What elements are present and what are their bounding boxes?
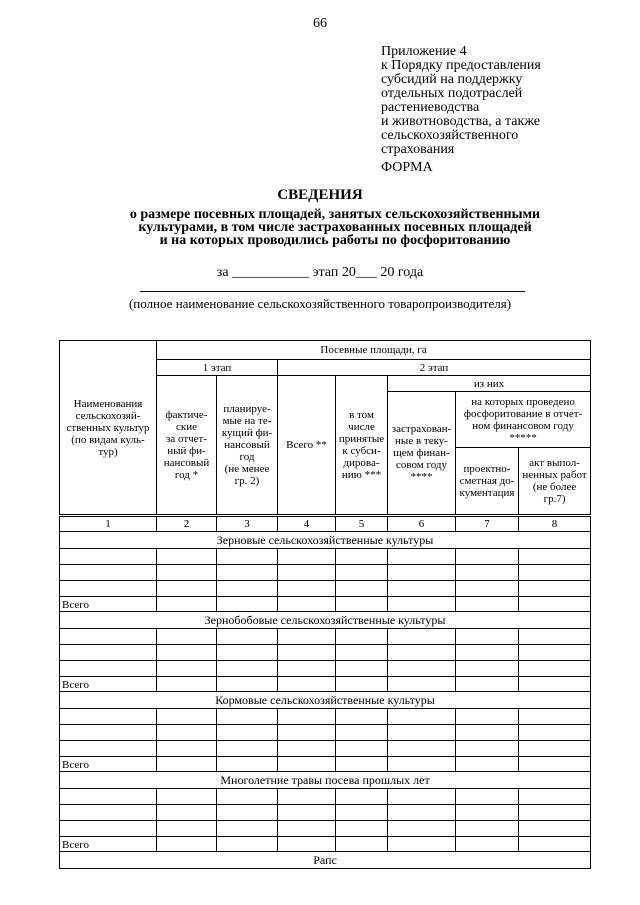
table-cell [336, 597, 388, 612]
appendix-line: растениеводства [381, 100, 480, 115]
table-cell [278, 645, 336, 661]
table-cell [388, 661, 456, 677]
total-label: Всего [60, 597, 157, 612]
table-cell [60, 789, 157, 805]
table-cell [278, 677, 336, 692]
table-cell [388, 581, 456, 597]
subtitle-line: и на которых проводились работы по фосфоритованию [159, 233, 511, 248]
table-cell [336, 789, 388, 805]
table-cell [456, 661, 519, 677]
table-cell [388, 645, 456, 661]
table-cell [519, 757, 591, 772]
table-row [60, 821, 591, 837]
table-cell [388, 805, 456, 821]
table-cell [336, 741, 388, 757]
table-cell [456, 549, 519, 565]
table-cell [519, 725, 591, 741]
table-cell [336, 581, 388, 597]
table-cell [519, 645, 591, 661]
header-stage-2: 2 этап [278, 360, 591, 376]
table-cell [60, 629, 157, 645]
header-col-4: Всего ** [278, 376, 336, 516]
table-cell [217, 677, 278, 692]
column-number: 5 [336, 516, 388, 532]
table-cell [456, 757, 519, 772]
header-sown-areas: Посевные площади, га [157, 341, 591, 360]
total-row [60, 597, 591, 612]
total-label: Всего [60, 757, 157, 772]
document-subtitle [80, 208, 590, 247]
total-label: Всего [60, 677, 157, 692]
subtitle-line: о размере посевных площадей, занятых сельскохозяйственными [129, 207, 541, 222]
appendix-line: сельскохозяйственного [381, 128, 519, 143]
table-row [60, 581, 591, 597]
total-row [60, 837, 591, 852]
table-cell [456, 837, 519, 852]
table-cell [388, 565, 456, 581]
table-cell [157, 581, 217, 597]
table-cell [217, 789, 278, 805]
table-cell [519, 821, 591, 837]
appendix-line: страхования [381, 142, 455, 157]
table-cell [519, 709, 591, 725]
header-col-3: планируе- мые на те- кущий фи- нансовый год (не менее гр. 2) [217, 376, 278, 516]
period-line: за ___________ этап 20___ 20 года [216, 265, 424, 280]
table-cell [157, 565, 217, 581]
column-number: 1 [60, 516, 157, 532]
header-col-6: застрахован- ные в теку- щем финан- совом году **** [388, 392, 456, 516]
table-cell [336, 629, 388, 645]
form-label: ФОРМА [381, 160, 433, 175]
table-cell [388, 837, 456, 852]
table-cell [60, 661, 157, 677]
table-row [60, 741, 591, 757]
table-cell [60, 725, 157, 741]
table-cell [336, 549, 388, 565]
table-cell [157, 805, 217, 821]
table-cell [336, 821, 388, 837]
table-cell [519, 629, 591, 645]
table-cell [336, 661, 388, 677]
table-cell [278, 709, 336, 725]
section-heading-legumes: Зернобобовые сельскохозяйственные культуры [60, 612, 591, 629]
table-row [60, 549, 591, 565]
column-number: 6 [388, 516, 456, 532]
table-cell [217, 565, 278, 581]
table-row [60, 709, 591, 725]
table-cell [388, 629, 456, 645]
table-cell [456, 789, 519, 805]
column-number: 8 [519, 516, 591, 532]
table-cell [336, 677, 388, 692]
appendix-line: Приложение 4 [381, 44, 467, 59]
sown-areas-table [59, 340, 591, 869]
table-row [60, 645, 591, 661]
column-number: 2 [157, 516, 217, 532]
table-row [60, 789, 591, 805]
table-cell [519, 741, 591, 757]
table-cell [157, 597, 217, 612]
page-number: 66 [313, 16, 327, 31]
subtitle-line: культурами, в том числе застрахованных посевных площадей [138, 220, 532, 235]
section-heading-fodder: Кормовые сельскохозяйственные культуры [60, 692, 591, 709]
table-cell [336, 837, 388, 852]
table-cell [60, 805, 157, 821]
appendix-line: субсидий на поддержку [381, 72, 523, 87]
table-cell [157, 789, 217, 805]
table-cell [217, 805, 278, 821]
table-cell [519, 565, 591, 581]
table-cell [60, 741, 157, 757]
table-cell [278, 597, 336, 612]
appendix-line: к Порядку предоставления [381, 58, 541, 73]
table-cell [456, 597, 519, 612]
table-cell [456, 709, 519, 725]
table-cell [157, 677, 217, 692]
table-cell [217, 597, 278, 612]
table-cell [388, 597, 456, 612]
header-col-5: в том числе принятые к субси- дирова- нию *** [336, 376, 388, 516]
table-cell [157, 725, 217, 741]
table-cell [388, 725, 456, 741]
table-cell [278, 565, 336, 581]
total-row [60, 757, 591, 772]
table-cell [336, 725, 388, 741]
table-cell [278, 629, 336, 645]
table-cell [519, 677, 591, 692]
table-cell [456, 677, 519, 692]
table-cell [456, 565, 519, 581]
table-cell [157, 757, 217, 772]
table-cell [217, 549, 278, 565]
table-row [60, 565, 591, 581]
column-number: 7 [456, 516, 519, 532]
table-cell [388, 709, 456, 725]
header-col-7: проектно- сметная до- кументация [456, 448, 519, 516]
table-cell [519, 837, 591, 852]
table-cell [157, 837, 217, 852]
appendix-reference [381, 45, 631, 157]
table-row [60, 661, 591, 677]
appendix-line: отдельных подотраслей [381, 86, 523, 101]
table-cell [336, 565, 388, 581]
table-cell [60, 645, 157, 661]
table-cell [217, 709, 278, 725]
table-cell [519, 805, 591, 821]
total-row [60, 677, 591, 692]
table-cell [456, 645, 519, 661]
table-cell [157, 629, 217, 645]
appendix-line: и животноводства, а также [381, 114, 541, 129]
table-cell [456, 741, 519, 757]
table-cell [278, 725, 336, 741]
table-cell [217, 821, 278, 837]
table-cell [336, 757, 388, 772]
table-cell [217, 645, 278, 661]
column-number-row [60, 516, 591, 532]
table-cell [456, 725, 519, 741]
table-cell [388, 821, 456, 837]
table-cell [278, 837, 336, 852]
table-cell [60, 709, 157, 725]
table-cell [217, 757, 278, 772]
header-col-2: фактиче- ские за отчет- ный фи- нансовый год * [157, 376, 217, 516]
table-cell [336, 645, 388, 661]
table-cell [60, 549, 157, 565]
table-cell [388, 789, 456, 805]
table-cell [278, 549, 336, 565]
header-stage-1: 1 этап [157, 360, 278, 376]
section-heading-grain: Зерновые сельскохозяйственные культуры [60, 532, 591, 549]
total-label: Всего [60, 837, 157, 852]
table-cell [519, 581, 591, 597]
section-heading-rapeseed: Рапс [60, 852, 591, 869]
table-cell [60, 565, 157, 581]
table-cell [388, 549, 456, 565]
table-cell [456, 581, 519, 597]
table-cell [157, 645, 217, 661]
table-cell [388, 757, 456, 772]
table-cell [157, 709, 217, 725]
column-number: 4 [278, 516, 336, 532]
table-cell [519, 661, 591, 677]
header-phosphor: на которых проведено фосфоритование в отчет- ном финансовом году ***** [456, 392, 591, 448]
table-cell [217, 837, 278, 852]
table-cell [217, 741, 278, 757]
table-cell [278, 805, 336, 821]
table-cell [217, 629, 278, 645]
table-cell [388, 741, 456, 757]
table-cell [157, 661, 217, 677]
table-cell [456, 805, 519, 821]
table-row [60, 725, 591, 741]
table-row [60, 629, 591, 645]
producer-name-caption: (полное наименование сельскохозяйственного товаропроизводителя) [128, 296, 512, 311]
table-cell [336, 709, 388, 725]
table-cell [278, 581, 336, 597]
table-cell [519, 549, 591, 565]
table-cell [278, 789, 336, 805]
header-crop-names: Наименования сельскохозяй- ственных культур (по видам куль- тур) [60, 341, 157, 516]
table-cell [278, 757, 336, 772]
table-cell [60, 821, 157, 837]
document-title: СВЕДЕНИЯ [277, 187, 363, 203]
table-cell [157, 549, 217, 565]
table-row [60, 805, 591, 821]
table-cell [388, 677, 456, 692]
header-of-them: из них [388, 376, 591, 392]
table-cell [278, 661, 336, 677]
table-cell [217, 661, 278, 677]
table-cell [217, 725, 278, 741]
header-col-8: акт выпол- ненных работ (не более гр.7) [519, 448, 591, 516]
table-cell [60, 581, 157, 597]
producer-name-line [140, 291, 525, 292]
table-cell [336, 805, 388, 821]
table-cell [456, 821, 519, 837]
table-cell [157, 821, 217, 837]
table-cell [278, 741, 336, 757]
column-number: 3 [217, 516, 278, 532]
section-heading-perennial-grasses: Многолетние травы посева прошлых лет [60, 772, 591, 789]
table-cell [456, 629, 519, 645]
table-cell [278, 821, 336, 837]
table-cell [157, 741, 217, 757]
table-cell [217, 581, 278, 597]
table-cell [519, 789, 591, 805]
table-cell [519, 597, 591, 612]
